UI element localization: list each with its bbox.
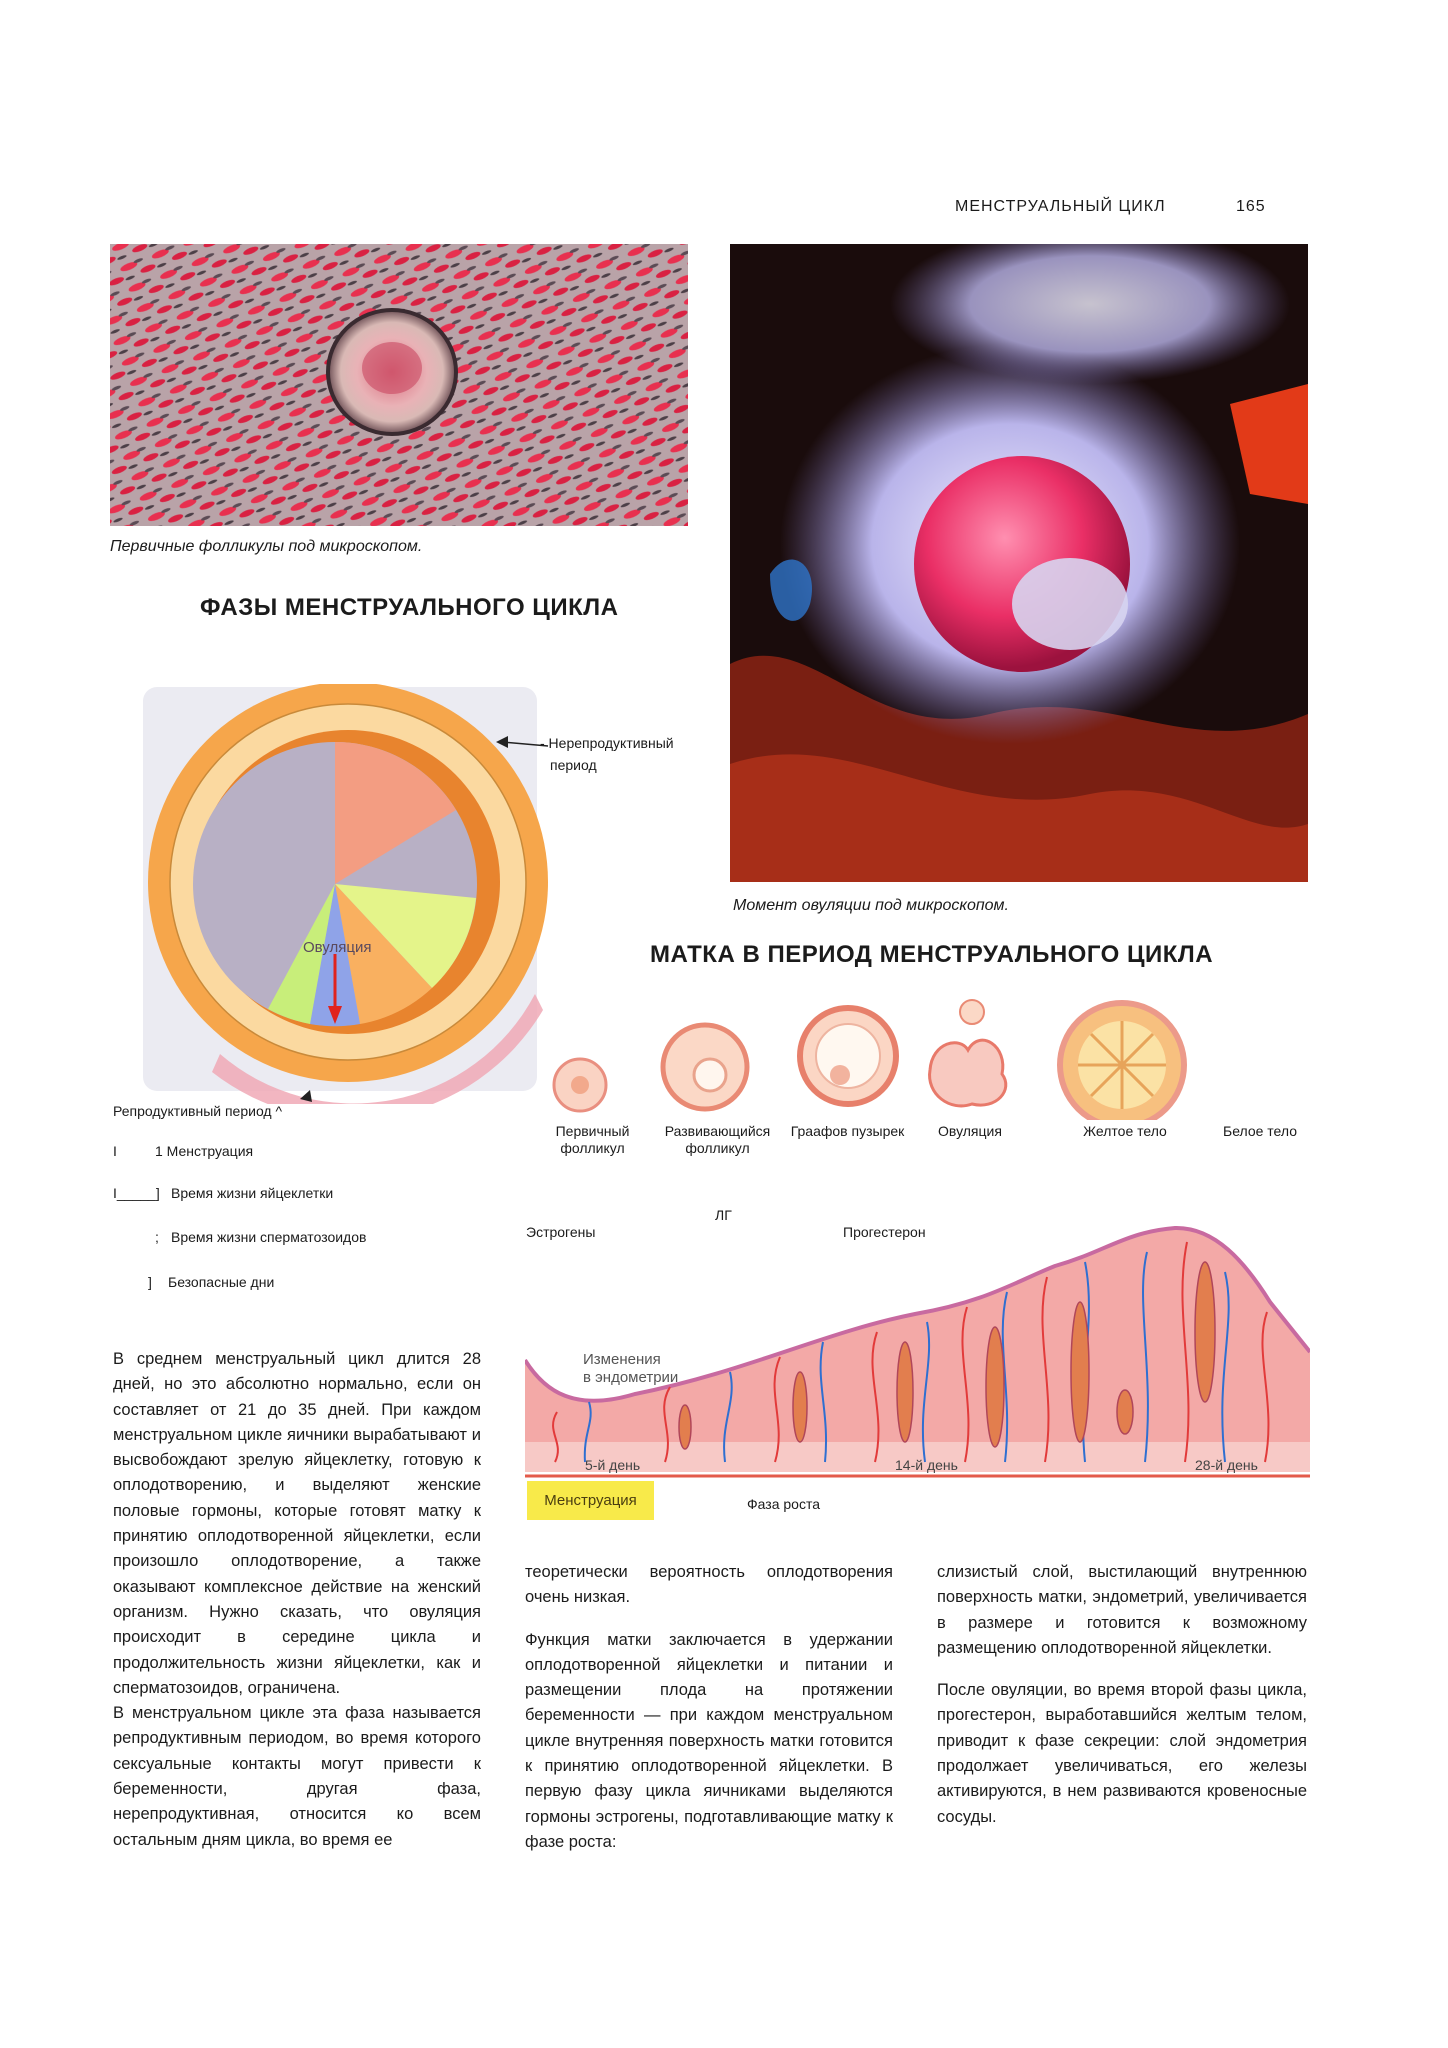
paragraph: слизистый слой, выстилающий внутреннюю поверхность матки, эндометрий, увеличивается в размере и готовится к возможному размещению оплодотворенной яйцеклетки. bbox=[937, 1563, 1307, 1657]
phases-title: ФАЗЫ МЕНСТРУАЛЬНОГО ЦИКЛА bbox=[200, 594, 619, 621]
page-number: 165 bbox=[1236, 198, 1266, 215]
nonreproductive-label-2: период bbox=[550, 757, 597, 773]
follicle-stages bbox=[540, 990, 1320, 1120]
follicles-caption: Первичные фолликулы под микроскопом. bbox=[110, 538, 423, 555]
body-column-1 bbox=[113, 1347, 481, 1853]
stage-label: Граафов пузырек bbox=[790, 1123, 905, 1139]
ovulation-caption: Момент овуляции под микроскопом. bbox=[733, 897, 1009, 914]
stage-label: Белое тело bbox=[1223, 1123, 1297, 1139]
paragraph: В менструальном цикле эта фаза называется репродуктивным периодом, во время которого сексуальные контакты могут привести к беременности, другая фаза, нерепродуктивная, относится ко всем остальным дням цикла, во время ее bbox=[113, 1704, 481, 1849]
endometrium-label: Изменения в эндометрии bbox=[583, 1351, 679, 1386]
growth-phase-label: Фаза роста bbox=[747, 1496, 820, 1512]
lh-label: ЛГ bbox=[715, 1207, 732, 1223]
menstruation-box: Менструация bbox=[527, 1481, 654, 1520]
day-5-label: 5-й день bbox=[585, 1457, 641, 1473]
day-14-label: 14-й день bbox=[895, 1457, 958, 1473]
paragraph: В среднем менструальный цикл длится 28 дней, но это абсолютно нормально, если он составляет от 21 до 35 дней. При каждом менструальном цикле яичники вырабатывают и высвобождают зрелую яйцеклетку, готовую к оплодотворению, и выделяют женские половые гормоны, которые готовят матку к принятию оплодотворенной яйцеклетки, если произошло оплодотворение, а также оказывают комплексное действие на женский организм. Нужно сказать, что овуляция происходит в середине цикла и продолжительность жизни яйцеклетки, как и сперматозоидов, ограничена. bbox=[113, 1350, 481, 1697]
stage-label: Первичный фолликул bbox=[555, 1123, 630, 1156]
legend-marker: I_____] bbox=[113, 1185, 160, 1201]
estrogen-label: Эстрогены bbox=[526, 1224, 596, 1240]
nonreproductive-label-1: - Нерепродуктивный bbox=[540, 735, 674, 751]
reproductive-label: Репродуктивный период ^ bbox=[113, 1103, 283, 1119]
progesterone-label: Прогестерон bbox=[843, 1224, 926, 1240]
day-28-label: 28-й день bbox=[1195, 1457, 1258, 1473]
ovulation-follicle bbox=[930, 1040, 1006, 1106]
legend-marker: I bbox=[113, 1143, 117, 1159]
stage-label: Овуляция bbox=[938, 1123, 1002, 1139]
follicles-micrograph bbox=[110, 244, 688, 526]
legend-item: Безопасные дни bbox=[168, 1274, 275, 1290]
ovulation-label: Овуляция bbox=[303, 939, 372, 956]
ovulation-micrograph bbox=[730, 244, 1308, 882]
body-column-3 bbox=[937, 1560, 1307, 1830]
paragraph: теоретически вероятность оплодотворения очень низкая. bbox=[525, 1563, 893, 1607]
paragraph: Функция матки заключается в удержании оплодотворенной яйцеклетки и питании и размещении плода на протяжении беременности — при каждом менструальном цикле внутренняя поверхность матки готовится к принятию оплодотворенной яйцеклетки. В первую фазу цикла яичниками выделяются гормоны эстрогены, подготавливающие матку к фазе роста: bbox=[525, 1630, 893, 1851]
stage-label: Желтое тело bbox=[1083, 1123, 1167, 1139]
legend-marker: ] bbox=[148, 1274, 152, 1290]
legend-item: 1 Менструация bbox=[155, 1143, 254, 1159]
legend-item: Время жизни сперматозоидов bbox=[171, 1229, 367, 1245]
legend-marker: ; bbox=[155, 1229, 159, 1245]
uterus-title: МАТКА В ПЕРИОД МЕНСТРУАЛЬНОГО ЦИКЛА bbox=[650, 941, 1214, 968]
stage-label: Развивающийся фолликул bbox=[664, 1123, 771, 1156]
body-column-2 bbox=[525, 1560, 893, 1855]
endometrium-layer bbox=[525, 1228, 1310, 1472]
running-header: МЕНСТРУАЛЬНЫЙ ЦИКЛ bbox=[955, 198, 1166, 215]
legend-item: Время жизни яйцеклетки bbox=[171, 1185, 334, 1201]
paragraph: После овуляции, во время второй фазы цикла, прогестерон, выработавшийся желтым телом, приводит к фазе секреции: слой эндометрия продолжает увеличиваться, его железы активируются, в нем развиваются кровеносные сосуды. bbox=[937, 1681, 1307, 1826]
